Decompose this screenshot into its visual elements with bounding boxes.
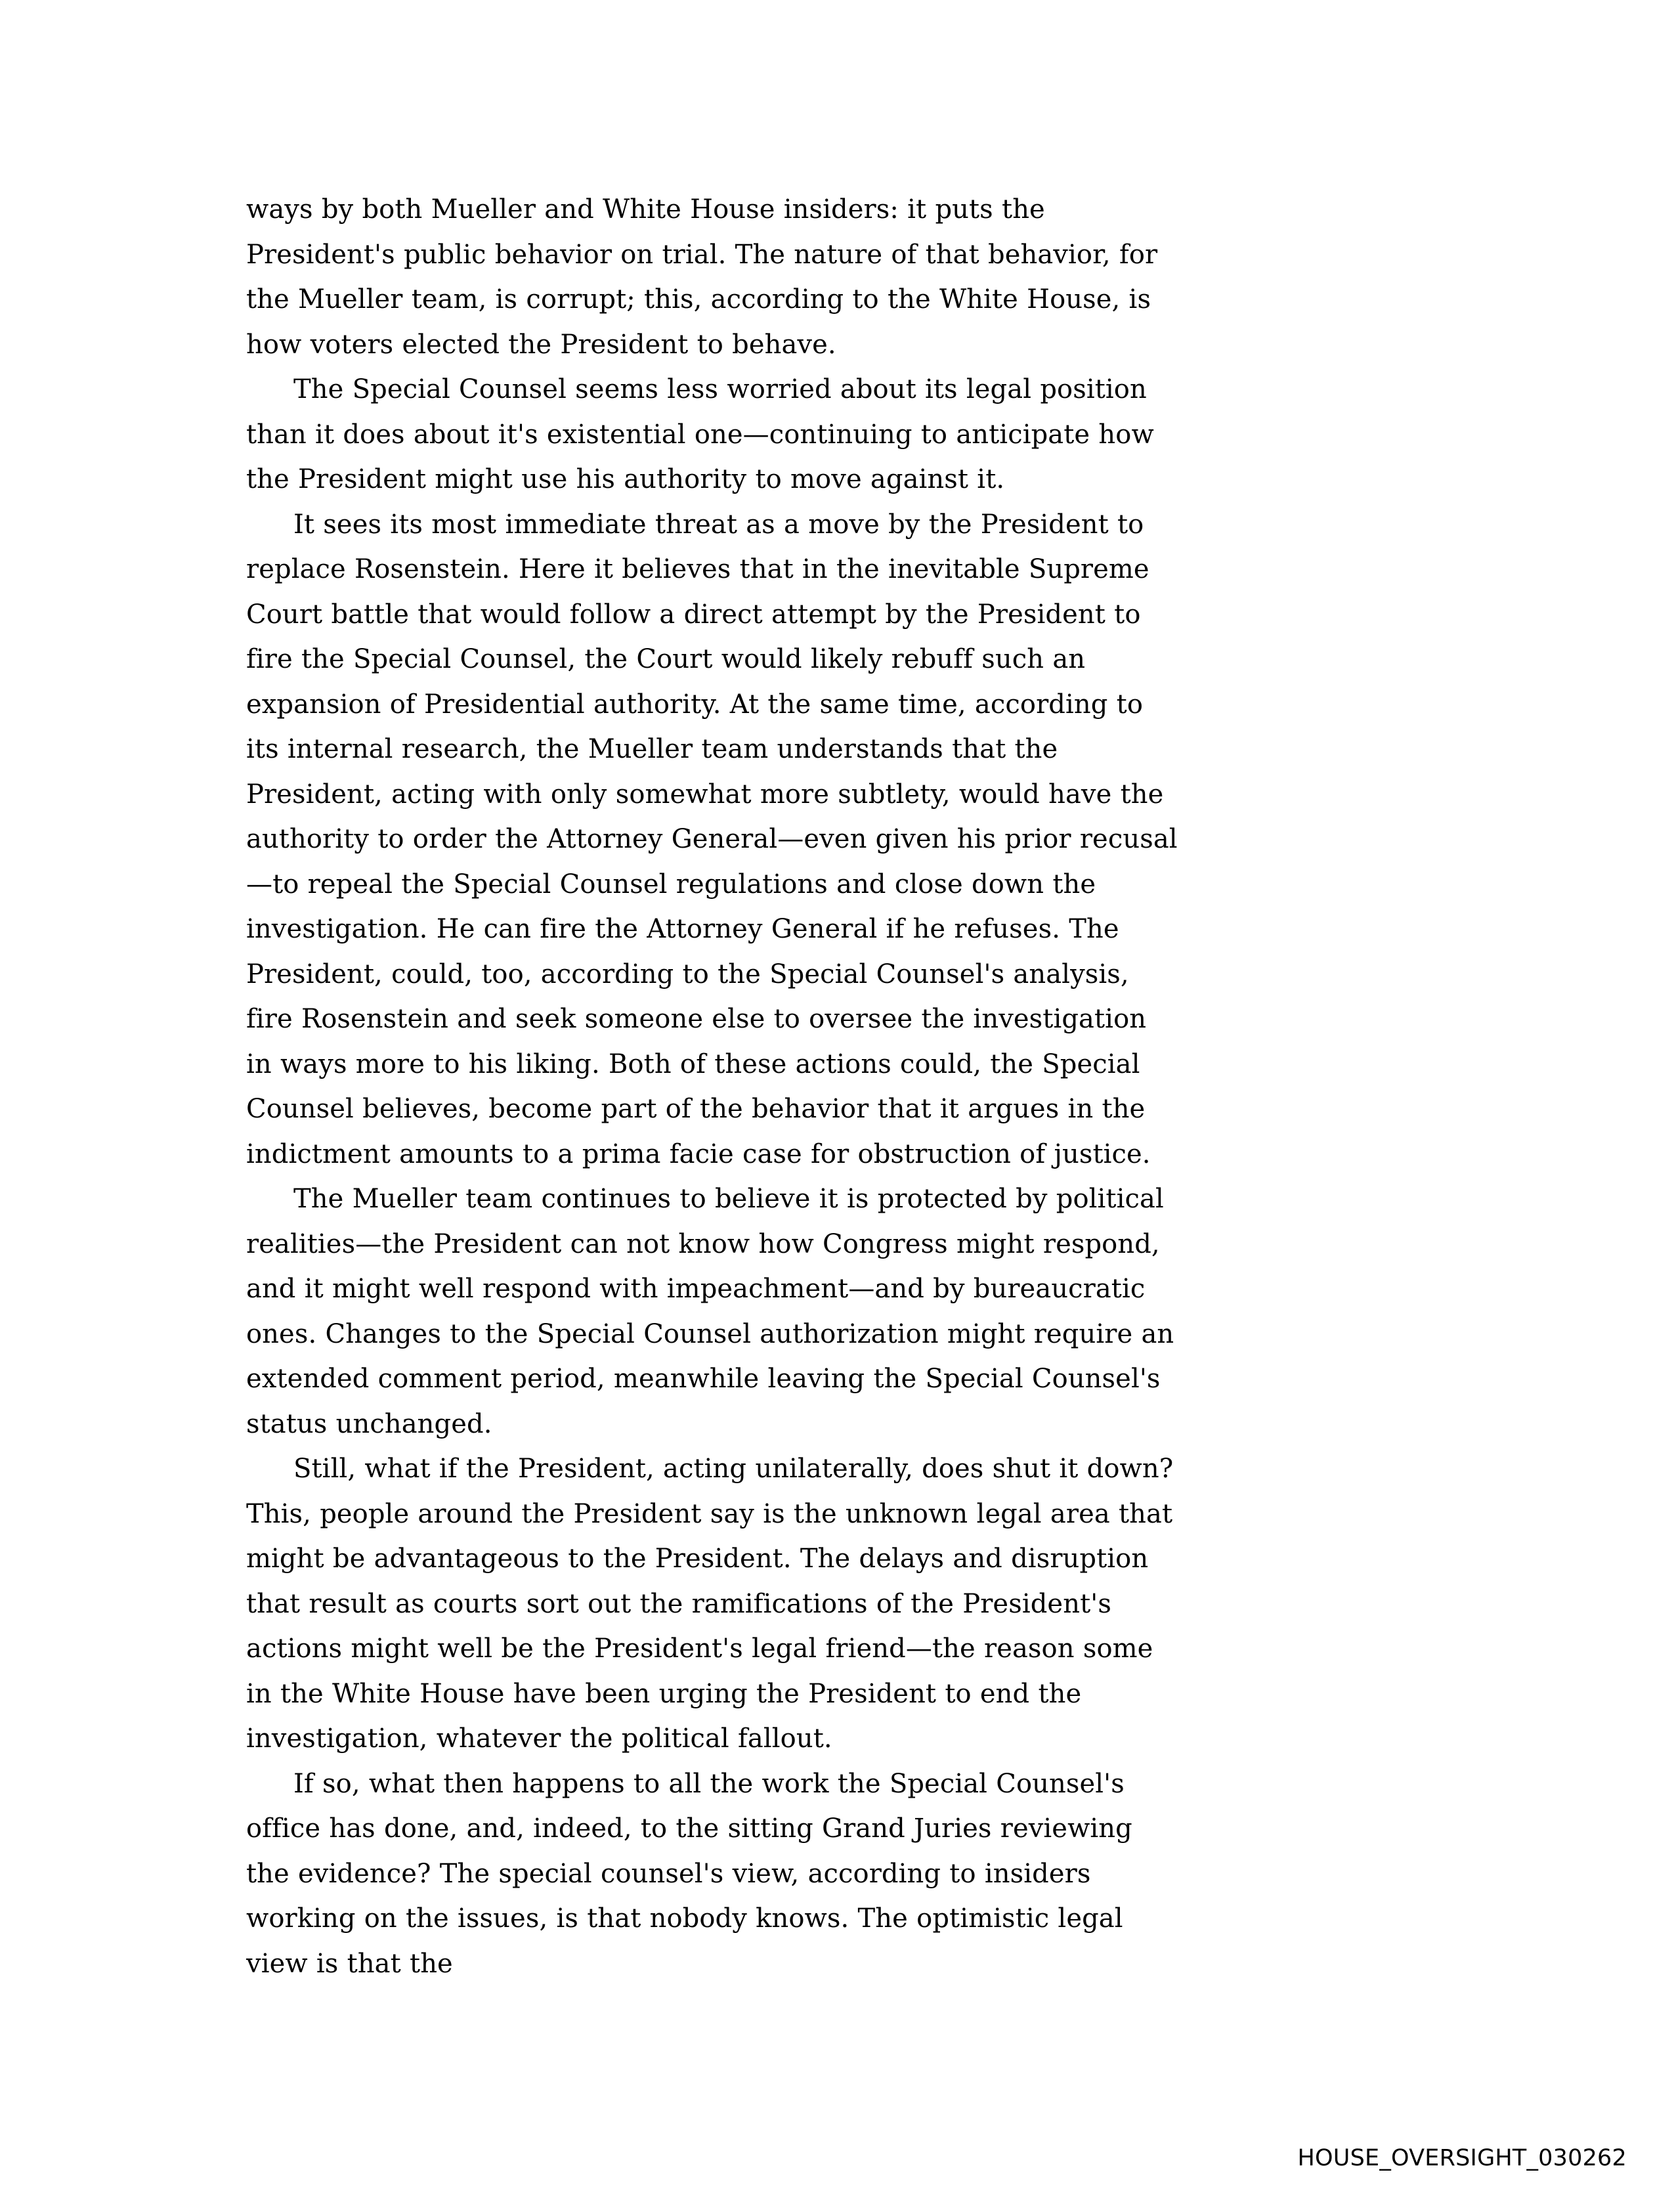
paragraph: ways by both Mueller and White House insiders: it puts the President's public behavior on trial. The nature of that behavior, for the Mueller team, is corrupt; this, according to the White House, is how voters elected the President to behave.	[246, 194, 1158, 360]
paragraph: If so, what then happens to all the work the Special Counsel's office has done, and, indeed, to the sitting Grand Juries reviewing the evidence? The special counsel's view, according to insiders working on the issues, is that nobody knows. The optimistic legal view is that the	[246, 1768, 1132, 1979]
paragraph: It sees its most immediate threat as a move by the President to replace Rosenstein. Here it believes that in the inevitable Supreme Court battle that would follow a direct attempt by the President to fire the Special Counsel, the Court would likely rebuff such an expansion of Presidential authority. At the same time, according to its internal research, the Mueller team understands that the President, acting with only somewhat more subtlety, would have the authority to order the Attorney General—even given his prior recusal—to repeal the Special Counsel regulations and close down the investigation. He can fire the Attorney General if he refuses. The President, could, too, according to the Special Counsel's analysis, fire Rosenstein and seek someone else to oversee the investigation in ways more to his liking. Both of these actions could, the Special Counsel believes, become part of the behavior that it argues in the indictment amounts to a prima facie case for obstruction of justice.	[246, 509, 1178, 1169]
paragraph: The Special Counsel seems less worried about its legal position than it does about it's existential one—continuing to anticipate how the President might use his authority to move against it.	[246, 374, 1154, 494]
body-text-column	[246, 187, 1178, 1986]
paragraph: Still, what if the President, acting unilaterally, does shut it down? This, people around the President say is the unknown legal area that might be advantageous to the President. The delays and disruption that result as courts sort out the ramifications of the President's actions might well be the President's legal friend—the reason some in the White House have been urging the President to end the investigation, whatever the political fallout.	[246, 1454, 1174, 1754]
paragraph: The Mueller team continues to believe it is protected by political realities—the President can not know how Congress might respond, and it might well respond with impeachment—and by bureaucratic ones. Changes to the Special Counsel authorization might require an extended comment period, meanwhile leaving the Special Counsel's status unchanged.	[246, 1184, 1174, 1439]
bates-number: HOUSE_OVERSIGHT_030262	[1297, 2145, 1627, 2171]
